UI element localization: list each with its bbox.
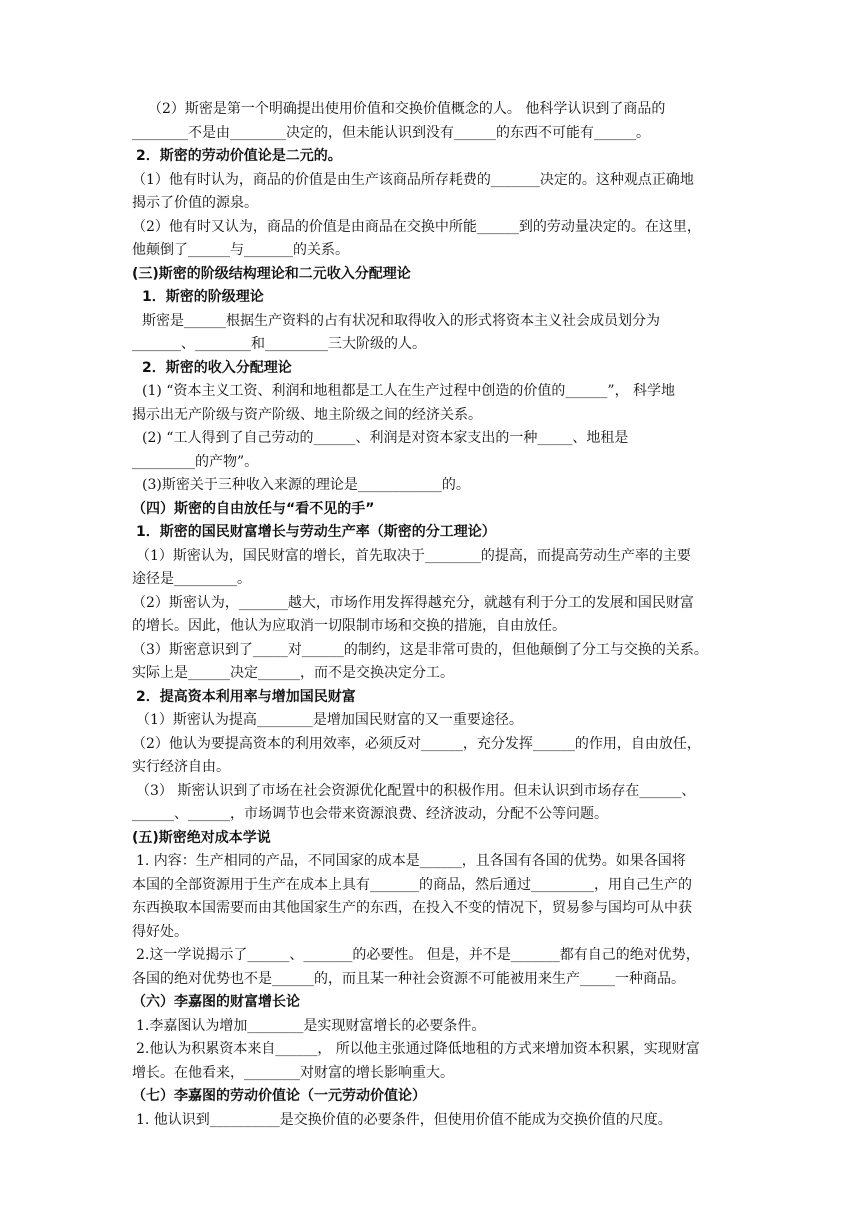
paragraph-line: 1. 内容：生产相同的产品，不同国家的成本是______，且各国有各国的优势。如果各国将: [136, 853, 686, 869]
paragraph-line: （1）斯密认为提高________是增加国民财富的又一重要途径。: [136, 712, 523, 728]
paragraph-line: （1）他有时认为，商品的价值是由生产该商品所存耗费的_______决定的。这种观点正确地: [132, 171, 694, 188]
section-heading: 1．斯密的国民财富增长与劳动生产率（斯密的分工理论）: [136, 524, 496, 540]
paragraph-line: 实际上是______决定______，而不是交换决定分工。: [132, 665, 454, 681]
paragraph-line: ______、______，市场调节也会带来资源浪费、经济波动，分配不公等问题。: [132, 806, 608, 822]
section-heading: 2．斯密的收入分配理论: [142, 359, 292, 376]
paragraph-line: 1.李嘉图认为增加________是实现财富增长的必要条件。: [136, 1017, 486, 1034]
paragraph-line: （3）斯密意识到了_____对______的制约，这是非常可贵的，但他颠倒了分工与交换的关系。: [132, 641, 708, 658]
paragraph-line: 2.这一学说揭示了______、_______的必要性。 但是，并不是_______都有自己的绝对优势，: [136, 947, 700, 963]
section-heading: 2．斯密的劳动价值论是二元的。: [136, 148, 342, 164]
section-heading: （六）李嘉图的财富增长论: [132, 994, 300, 1010]
paragraph-line: （3） 斯密认识到了市场在社会资源优化配置中的积极作用。但未认识到市场存在______、: [136, 782, 696, 799]
paragraph-line: （1）斯密认为，国民财富的增长，首先取决于________的提高，而提高劳动生产率的主要: [136, 547, 691, 564]
paragraph-line: (1) “资本主义工资、利润和地租都是工人在生产过程中创造的价值的______”， 科学地: [142, 383, 676, 399]
paragraph-line: 东西换取本国需要而由其他国家生产的东西，在投入不变的情况下，贸易参与国均可从中获: [132, 900, 692, 916]
paragraph-line: 的增长。因此，他认为应取消一切限制市场和交换的措施，自由放任。: [132, 618, 566, 634]
paragraph-line: 斯密是______根据生产资料的占有状况和取得收入的形式将资本主义社会成员划分为: [142, 312, 660, 329]
paragraph-line: 揭示出无产阶级与资产阶级、地主阶级之间的经济关系。: [132, 406, 482, 423]
paragraph-line: 得好处。: [132, 923, 188, 940]
paragraph-line: (2) “工人得到了自己劳动的______、利润是对资本家支出的一种_____、地租是: [142, 430, 629, 446]
section-heading: （四）斯密的自由放任与“看不见的手”: [132, 500, 375, 517]
paragraph-line: 本国的全部资源用于生产在成本上具有_______的商品，然后通过_________，用自己生产的: [132, 876, 692, 893]
paragraph-line: 各国的绝对优势也不是______的，而且某一种社会资源不可能被用来生产_____一种商品。: [132, 970, 685, 987]
paragraph-line: 他颠倒了______与_______的关系。: [132, 242, 349, 258]
section-heading: 2．提高资本利用率与增加国民财富: [136, 688, 356, 705]
paragraph-line: （2）他有时又认为，商品的价值是由商品在交换中所能______到的劳动量决定的。在这里，: [132, 218, 701, 235]
paragraph-line: _________的产物”。: [132, 453, 259, 470]
section-heading: (五)斯密绝对成本学说: [132, 829, 271, 846]
paragraph-line: 实行经济自由。: [132, 759, 230, 775]
paragraph-line: _______、________和_________三大阶级的人。: [132, 336, 426, 352]
paragraph-line: （2）他认为要提高资本的利用效率，必须反对______，充分发挥______的作用，自由放任，: [132, 735, 701, 752]
paragraph-line: ________不是由________决定的，但未能认识到没有______的东西不可能有______。: [132, 124, 650, 141]
paragraph-line: 途径是_________。: [132, 571, 251, 587]
paragraph-line: 1. 他认识到__________是交换价值的必要条件，但使用价值不能成为交换价值的尺度。: [136, 1111, 672, 1128]
paragraph-line: （2）斯密认为，_______越大，市场作用发挥得越充分，就越有利于分工的发展和国民财富: [132, 594, 694, 611]
document-page: [132, 98, 737, 1132]
paragraph-line: 增长。在他看来，________对财富的增长影响重大。: [132, 1064, 454, 1081]
section-heading: 1．斯密的阶级理论: [142, 289, 264, 305]
paragraph-line: 2.他认为积累资本来自______， 所以他主张通过降低地租的方式来增加资本积累，实现财富: [136, 1041, 700, 1057]
paragraph-line: （2）斯密是第一个明确提出使用价值和交换价值概念的人。 他科学认识到了商品的: [148, 101, 666, 117]
section-heading: (三)斯密的阶级结构理论和二元收入分配理论: [132, 265, 411, 282]
section-heading: （七）李嘉图的劳动价值论（一元劳动价值论）: [132, 1088, 426, 1104]
paragraph-line: (3)斯密关于三种收入来源的理论是____________的。: [142, 477, 470, 493]
paragraph-line: 揭示了价值的源泉。: [132, 195, 258, 211]
